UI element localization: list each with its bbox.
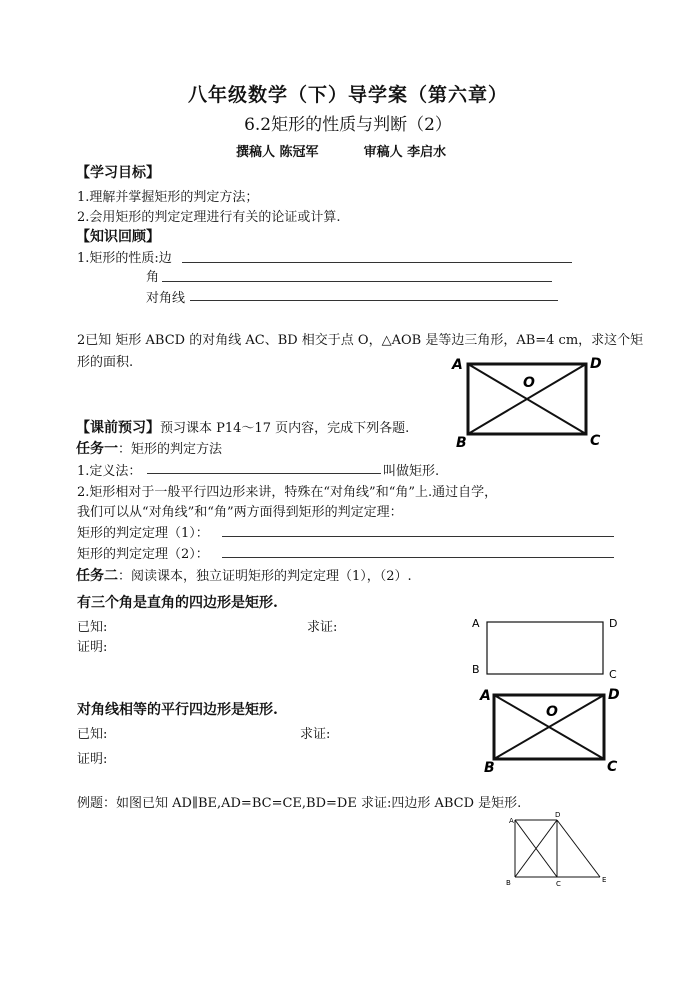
fig2-label-a: A <box>472 617 480 630</box>
example-text: 例题：如图已知 AD∥BE,AD=BC=CE,BD=DE 求证:四边形 ABCD 是矩形. <box>77 796 522 811</box>
review-q1-angle: 角 <box>146 270 160 285</box>
fig4-label-b: B <box>506 879 511 887</box>
figure-rectangle-1 <box>448 352 608 452</box>
fig2-label-b: B <box>472 663 480 676</box>
figure-rectangle-3 <box>476 683 626 778</box>
theorem-1-label: 矩形的判定定理（1）： <box>77 526 209 541</box>
figure-example <box>500 810 620 890</box>
review-q2-line1: 2已知 矩形 ABCD 的对角线 AC、BD 相交于点 O，△AOB 是等边三角形，AB=4 cm，求这个矩 <box>77 333 644 348</box>
theorem-2-label: 矩形的判定定理（2）： <box>77 547 209 562</box>
fig2-label-d: D <box>609 617 618 630</box>
review-q2-line2: 形的面积. <box>77 355 134 370</box>
proof1-given: 已知: <box>77 620 108 635</box>
review-q1-diagonal: 对角线 <box>146 291 186 306</box>
task2-rest: ：阅读课本，独立证明矩形的判定定理（1），（2）. <box>118 569 412 584</box>
preview-line-3: 我们可以从“对角线”和“角”两方面得到矩形的判定定理： <box>77 505 403 520</box>
blank-line-diagonal <box>190 300 558 301</box>
reviewer-name: 李启水 <box>407 145 447 160</box>
task2-line <box>76 565 412 585</box>
fig3-label-d: D <box>608 687 620 703</box>
objective-item-2: 2.会用矩形的判定定理进行有关的论证或计算. <box>77 210 341 225</box>
reviewer-label: 审稿人 <box>363 145 403 160</box>
fig3-label-c: C <box>607 759 618 775</box>
preview-heading: 【课前预习】 <box>76 420 160 436</box>
fig3-label-o: O <box>546 704 558 720</box>
task1-line <box>76 438 222 458</box>
blank-line-angle <box>162 281 552 282</box>
blank-line-side <box>182 262 572 263</box>
figure-rectangle-2 <box>466 612 626 684</box>
fig2-label-c: C <box>609 668 617 681</box>
preview-heading-rest: 预习课本 P14～17 页内容，完成下列各题. <box>160 421 410 436</box>
fig4-label-d: D <box>555 811 561 819</box>
fig3-label-a: A <box>480 688 491 704</box>
fig3-label-b: B <box>484 760 495 776</box>
author-label: 撰稿人 <box>236 145 276 160</box>
authors-line <box>236 141 446 160</box>
task1-rest: ：矩形的判定方法 <box>118 442 223 457</box>
page-subtitle: 6.2矩形的性质与判断（2） <box>244 115 452 135</box>
proof1-prove: 求证: <box>307 620 338 635</box>
proof1-statement: 有三个角是直角的四边形是矩形. <box>77 595 278 611</box>
page-title: 八年级数学（下）导学案（第六章） <box>187 84 508 106</box>
fig1-label-b: B <box>456 435 467 451</box>
fig1-label-d: D <box>590 356 602 372</box>
definition-prefix: 1.定义法： <box>77 464 142 479</box>
review-q1-prefix: 1.矩形的性质:边 <box>77 251 172 266</box>
proof2-proof: 证明: <box>77 752 108 767</box>
fig1-label-o: O <box>523 375 535 391</box>
blank-line-definition <box>147 473 381 474</box>
definition-suffix: 叫做矩形. <box>383 464 440 479</box>
task2-label: 任务二 <box>76 568 118 584</box>
objectives-heading: 【学习目标】 <box>76 165 160 181</box>
fig4-label-e: E <box>602 876 607 884</box>
blank-line-theorem-2 <box>222 557 614 558</box>
proof2-prove: 求证: <box>300 727 331 742</box>
objective-item-1: 1.理解并掌握矩形的判定方法； <box>77 190 259 205</box>
proof1-proof: 证明: <box>77 640 108 655</box>
fig4-label-a: A <box>509 817 514 825</box>
preview-line-2: 2.矩形相对于一般平行四边形来讲，特殊在“对角线”和“角”上.通过自学， <box>77 485 498 500</box>
task1-label: 任务一 <box>76 441 118 457</box>
proof2-given: 已知: <box>77 727 108 742</box>
preview-heading-line <box>76 417 409 437</box>
fig1-label-a: A <box>452 357 463 373</box>
proof2-statement: 对角线相等的平行四边形是矩形. <box>77 702 278 718</box>
blank-line-theorem-1 <box>222 536 614 537</box>
fig1-label-c: C <box>590 433 601 449</box>
fig4-label-c: C <box>556 880 561 888</box>
review-heading: 【知识回顾】 <box>76 229 160 245</box>
author-name: 陈冠军 <box>279 145 319 160</box>
